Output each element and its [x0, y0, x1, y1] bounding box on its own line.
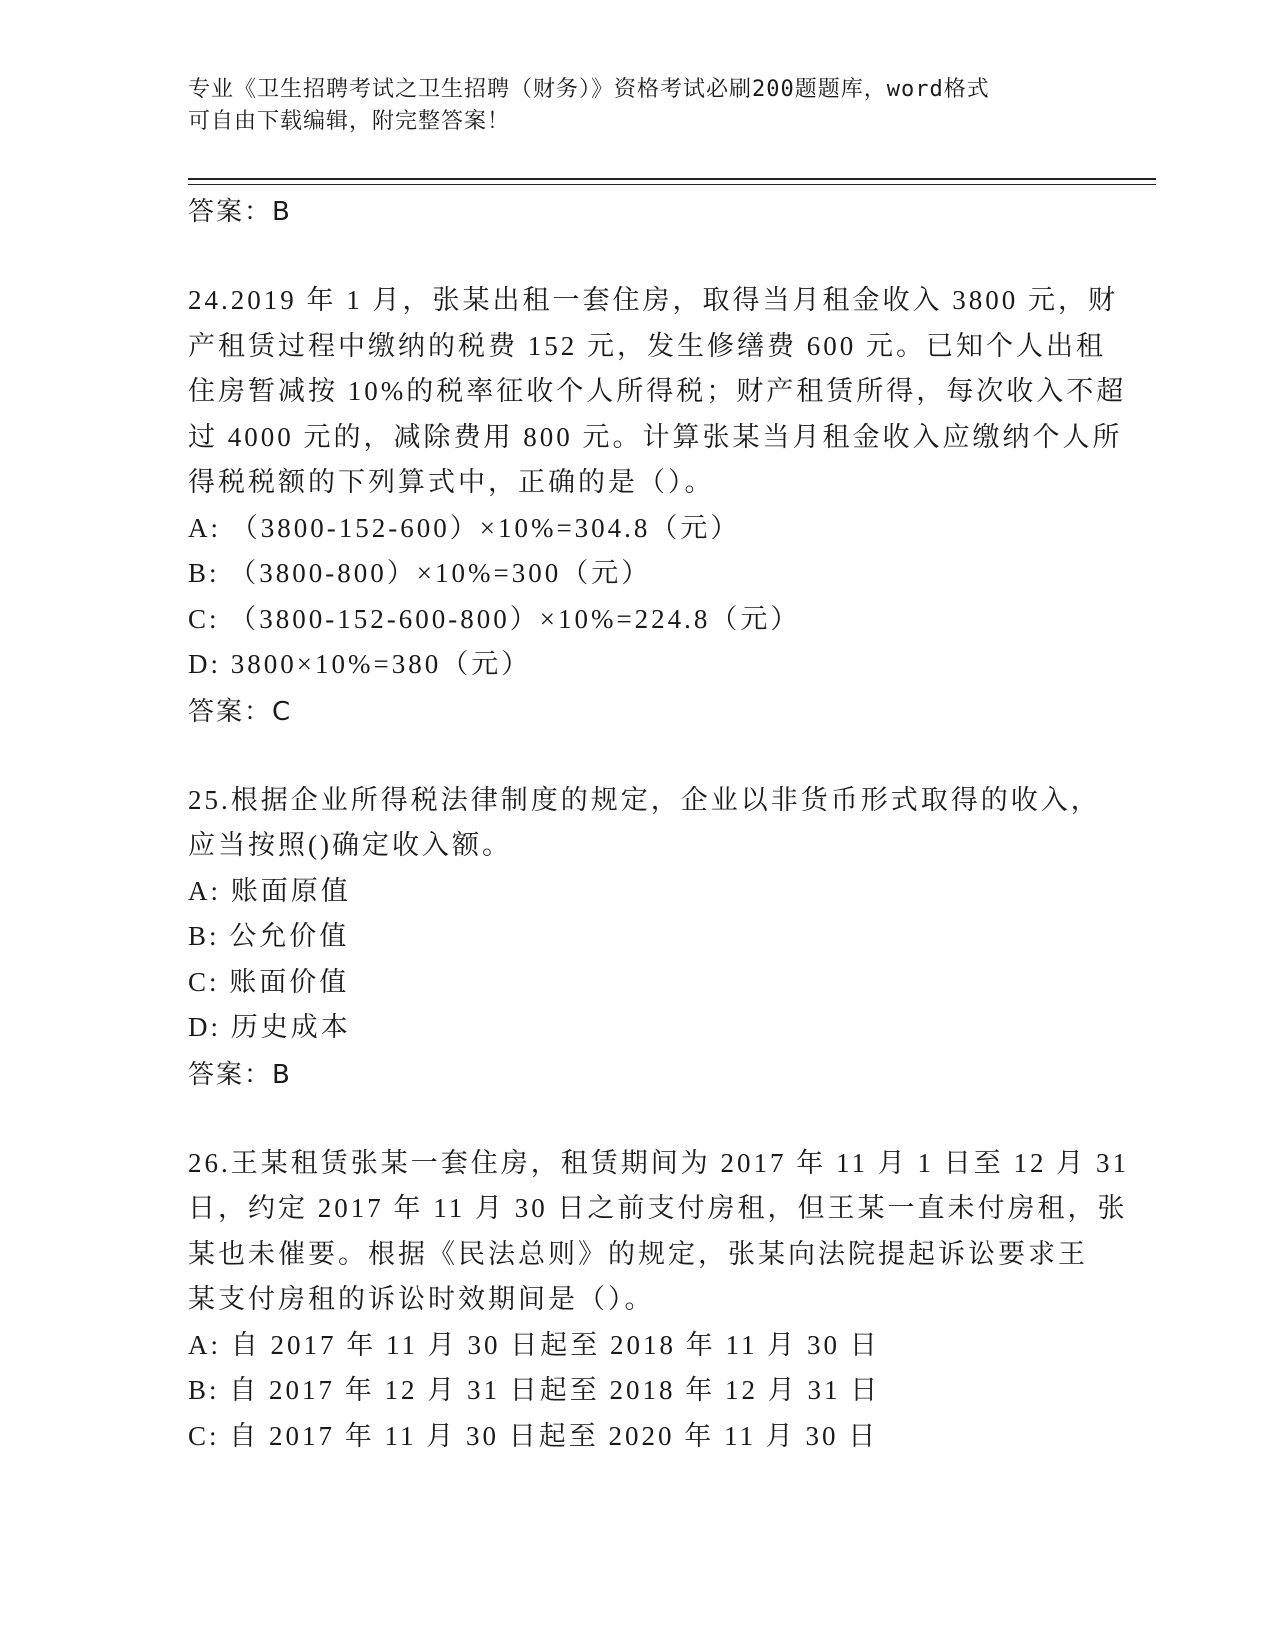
question-26	[188, 1141, 1129, 1460]
header-divider-thin	[188, 184, 1156, 185]
header-title-line2: 可自由下载编辑，附完整答案！	[188, 109, 511, 134]
stem-line: 24.2019 年 1 月，张某出租一套住房，取得当月租金收入 3800 元，财	[188, 285, 1118, 315]
question-25	[188, 778, 1101, 1099]
question-list	[188, 188, 1129, 1459]
option-c: C: 自 2017 年 11 月 30 日起至 2020 年 11 月 30 日	[188, 1420, 879, 1451]
header-divider-thick	[188, 178, 1156, 180]
option-a: A: （3800-152-600）×10%=304.8（元）	[188, 512, 741, 543]
header-title-line1: 专业《卫生招聘考试之卫生招聘（财务）》资格考试必刷200题题库，word格式	[188, 77, 990, 102]
answer-line: 答案：B	[188, 197, 292, 227]
option-c: C: 账面价值	[188, 966, 350, 997]
stem-line: 产租赁过程中缴纳的税费 152 元，发生修缮费 600 元。已知个人出租	[188, 330, 1106, 361]
option-d: D: 3800×10%=380（元）	[188, 649, 532, 679]
question-stem	[188, 278, 1127, 506]
option-a: A: 自 2017 年 11 月 30 日起至 2018 年 11 月 30 日	[188, 1329, 880, 1360]
stem-line: 住房暂减按 10%的税率征收个人所得税；财产租赁所得，每次收入不超	[188, 376, 1127, 406]
question-24	[188, 278, 1127, 736]
stem-line: 得税税额的下列算式中，正确的是（）。	[188, 467, 715, 497]
answer-line: 答案：C	[188, 696, 293, 727]
stem-line: 过 4000 元的，减除费用 800 元。计算张某当月租金收入应缴纳个人所	[188, 421, 1123, 452]
stem-line: 日，约定 2017 年 11 月 30 日之前支付房租，但王某一直未付房租，张	[188, 1193, 1128, 1223]
stem-line: 某也未催要。根据《民法总则》的规定，张某向法院提起诉讼要求王	[188, 1238, 1088, 1269]
option-a: A: 账面原值	[188, 875, 351, 906]
stem-line: 应当按照()确定收入额。	[188, 830, 512, 860]
option-b: B: 自 2017 年 12 月 31 日起至 2018 年 12 月 31 日	[188, 1375, 881, 1405]
option-b: B: （3800-800）×10%=300（元）	[188, 558, 652, 588]
stem-line: 某支付房租的诉讼时效期间是（）。	[188, 1284, 655, 1314]
page-header	[188, 74, 1068, 138]
option-b: B: 公允价值	[188, 921, 350, 951]
option-d: D: 历史成本	[188, 1012, 351, 1042]
option-c: C: （3800-152-600-800）×10%=224.8（元）	[188, 603, 801, 634]
stem-line: 25.根据企业所得税法律制度的规定，企业以非货币形式取得的收入，	[188, 784, 1101, 815]
answer-line: 答案：B	[188, 1059, 292, 1090]
question-stem	[188, 778, 1101, 869]
question-stem	[188, 1141, 1129, 1323]
stem-line: 26.王某租赁张某一套住房，租赁期间为 2017 年 11 月 1 日至 12 月 31	[188, 1147, 1129, 1178]
